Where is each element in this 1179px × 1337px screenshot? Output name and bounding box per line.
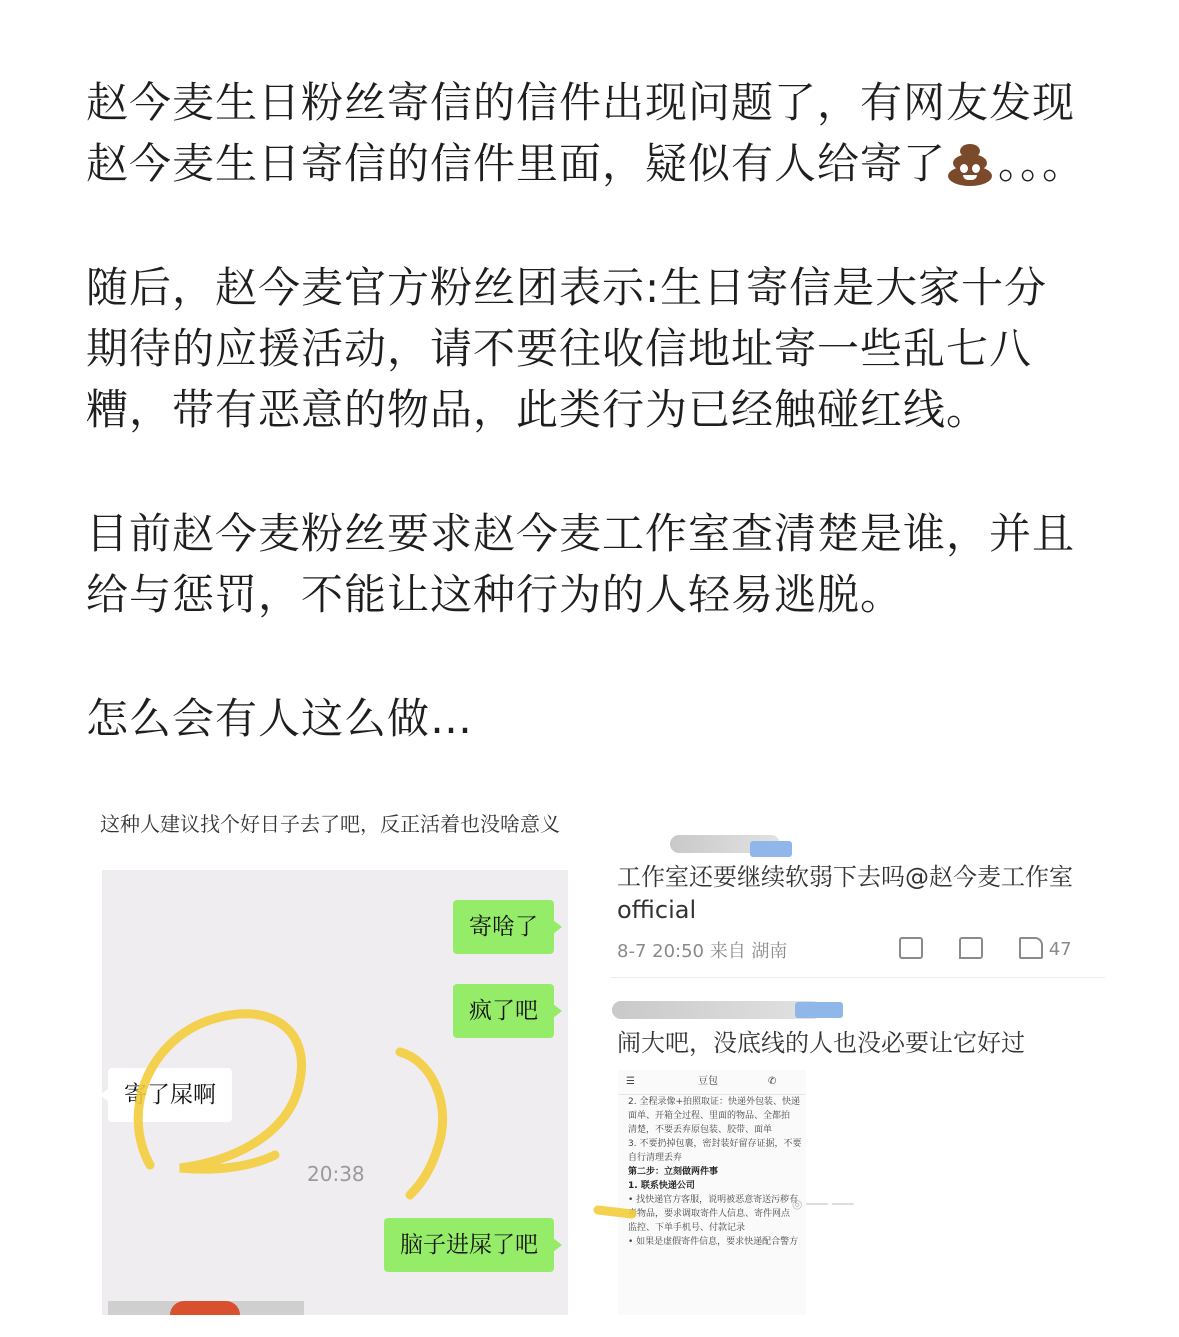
paragraph-4: 怎么会有人这么做… [86, 694, 474, 743]
doc-line: 清楚，不要丢弃原包装、胶带、面单 [628, 1125, 773, 1135]
comment-divider [610, 977, 1105, 978]
comment-icon[interactable] [959, 937, 983, 960]
comment-meta [617, 937, 1097, 967]
phone-icon: ✆ [768, 1076, 777, 1087]
chat-bubble-sent: 脑子进屎了吧 [384, 1218, 554, 1272]
chat-screenshot[interactable] [98, 810, 568, 1315]
doc-line: 3. 不要扔掉包裹，密封装好留存证据，不要 [628, 1139, 802, 1149]
chat-bubble-sent: 寄啥了 [453, 900, 554, 954]
blurred-username [612, 1001, 822, 1019]
chat-screenshot-caption: 这种人建议找个好日子去了吧，反正活着也没啥意义 [100, 812, 560, 836]
watermark: ◎ ─── ─── [792, 1197, 854, 1211]
share-icon[interactable] [899, 937, 923, 960]
menu-icon: ☰ [626, 1076, 635, 1087]
doc-header [618, 1070, 806, 1095]
doc-line: • 如果是虚假寄件信息，要求快递配合警方 [628, 1237, 799, 1247]
paragraph-2: 随后，赵今麦官方粉丝团表示:生日寄信是大家十分期待的应援活动，请不要往收信地址寄一些乱七八糟，带有恶意的物品，此类行为已经触碰红线。 [86, 263, 1048, 434]
comment-text: 工作室还要继续软弱下去吗@赵今麦工作室official [617, 863, 1073, 924]
paragraph-1 [86, 72, 1086, 194]
thumbs-up-icon [1019, 937, 1043, 959]
pile-of-poo-icon [946, 140, 994, 186]
comments-screenshot[interactable] [600, 825, 1105, 1315]
doc-title: 豆包 [698, 1076, 718, 1087]
fan-badge [750, 841, 792, 857]
paragraph-3: 目前赵今麦粉丝要求赵今麦工作室查清楚是谁，并且给与惩罚，不能让这种行为的人轻易逃脱。 [86, 509, 1076, 619]
paragraph-1-ellipsis: 。。。 [998, 139, 1086, 188]
like-button[interactable] [1019, 937, 1072, 960]
doc-line: 第二步：立刻做两件事 [628, 1167, 719, 1177]
doc-line: 2. 全程录像+拍照取证：快递外包装、快递 [628, 1097, 800, 1107]
like-count: 47 [1048, 939, 1072, 960]
doc-line: 自行清理丢弃 [628, 1153, 683, 1163]
chat-timestamp: 20:38 [307, 1162, 365, 1186]
partial-image-thumbnail [108, 1301, 304, 1315]
attached-chat-screenshot[interactable] [618, 1070, 806, 1315]
doc-line: • 找快递官方客服，说明被恶意寄送污秽有 [628, 1195, 799, 1205]
comment-text: 闹大吧，没底线的人也没必要让它好过 [617, 1029, 1025, 1057]
article-body [86, 72, 1086, 749]
doc-line: 监控、下单手机号、付款记录 [628, 1223, 746, 1233]
doc-line: 面单、开箱全过程、里面的物品、全都拍 [628, 1111, 791, 1121]
doc-line: 1. 联系快递公司 [628, 1181, 695, 1191]
chat-window [102, 870, 568, 1315]
chat-bubble-received: 寄了屎啊 [108, 1068, 232, 1122]
fan-badge [795, 1002, 843, 1018]
comment-time-location: 8-7 20:50 来自 湖南 [617, 941, 788, 962]
paragraph-1-text: 赵今麦生日粉丝寄信的信件出现问题了，有网友发现赵今麦生日寄信的信件里面，疑似有人给寄了 [86, 78, 1076, 188]
chat-bubble-sent: 疯了吧 [453, 984, 554, 1038]
doc-line: 毒物品，要求调取寄件人信息、寄件网点 [628, 1209, 791, 1219]
